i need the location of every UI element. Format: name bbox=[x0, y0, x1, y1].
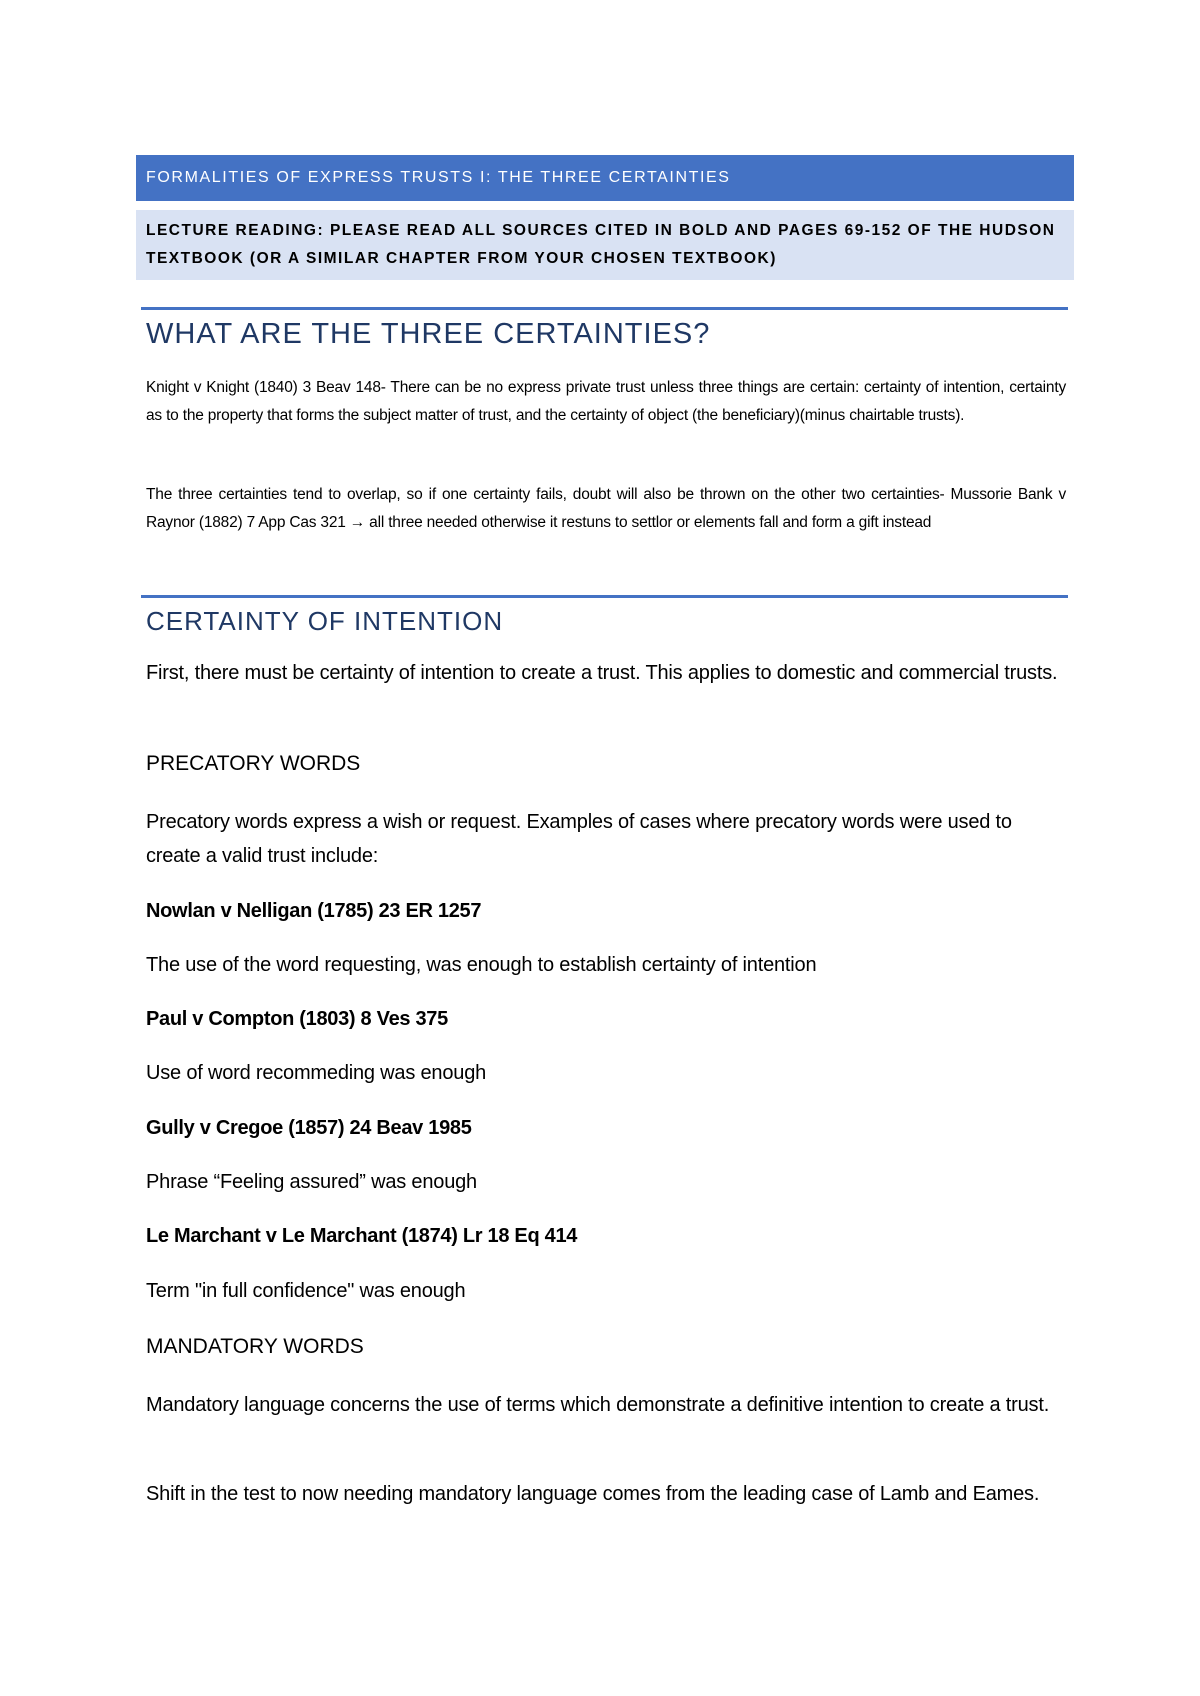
case-name: Gully v Cregoe (1857) 24 Beav 1985 bbox=[146, 1117, 472, 1139]
section-divider bbox=[141, 595, 1068, 598]
document-title-banner: FORMALITIES OF EXPRESS TRUSTS I: THE THREE CERTAINTIES bbox=[136, 155, 1074, 201]
case-note: Term "in full confidence" was enough bbox=[146, 1280, 466, 1302]
case-note: Use of word recommeding was enough bbox=[146, 1062, 487, 1084]
subheading-precatory-words: PRECATORY WORDS bbox=[146, 752, 361, 775]
paragraph-precatory-intro: Precatory words express a wish or request. Examples of cases where precatory words were used to create a valid trust include: bbox=[146, 811, 1012, 867]
lecture-reading-banner: LECTURE READING: PLEASE READ ALL SOURCES CITED IN BOLD AND PAGES 69-152 OF THE HUDSON TEXTBOOK (OR A SIMILAR CHAPTER FROM YOUR CHOSEN TEXTBOOK) bbox=[136, 210, 1074, 280]
paragraph-mandatory-language: Mandatory language concerns the use of terms which demonstrate a definitive intention to create a trust. bbox=[146, 1394, 1050, 1416]
paragraph-overlap: The three certainties tend to overlap, so if one certainty fails, doubt will also be thrown on the other two certainties- Mussorie Bank v Raynor (1882) 7 App Cas 321 → all three needed otherwise it restuns to settlor or elements fall and form a gift instead bbox=[146, 486, 1066, 531]
case-name: Nowlan v Nelligan (1785) 23 ER 1257 bbox=[146, 900, 482, 922]
paragraph-lamb-and-eames: Shift in the test to now needing mandatory language comes from the leading case of Lamb and Eames. bbox=[146, 1483, 1040, 1505]
case-name: Paul v Compton (1803) 8 Ves 375 bbox=[146, 1008, 448, 1030]
case-note: The use of the word requesting, was enough to establish certainty of intention bbox=[146, 954, 817, 976]
subheading-mandatory-words: MANDATORY WORDS bbox=[146, 1335, 364, 1358]
case-note: Phrase “Feeling assured” was enough bbox=[146, 1171, 477, 1193]
section-divider bbox=[141, 307, 1068, 310]
case-name: Le Marchant v Le Marchant (1874) Lr 18 Eq 414 bbox=[146, 1225, 578, 1247]
paragraph-knight-v-knight: Knight v Knight (1840) 3 Beav 148- There can be no express private trust unless three things are certain: certainty of intention, certainty as to the property that forms the subject matter of trust, and the certainty of object (the beneficiary)(minus chairtable trusts). bbox=[146, 379, 1066, 424]
paragraph-intention-intro: First, there must be certainty of intention to create a trust. This applies to domestic and commercial trusts. bbox=[146, 662, 1058, 684]
section-heading-certainty-of-intention: CERTAINTY OF INTENTION bbox=[146, 606, 504, 636]
section-heading-three-certainties: WHAT ARE THE THREE CERTAINTIES? bbox=[146, 318, 711, 350]
